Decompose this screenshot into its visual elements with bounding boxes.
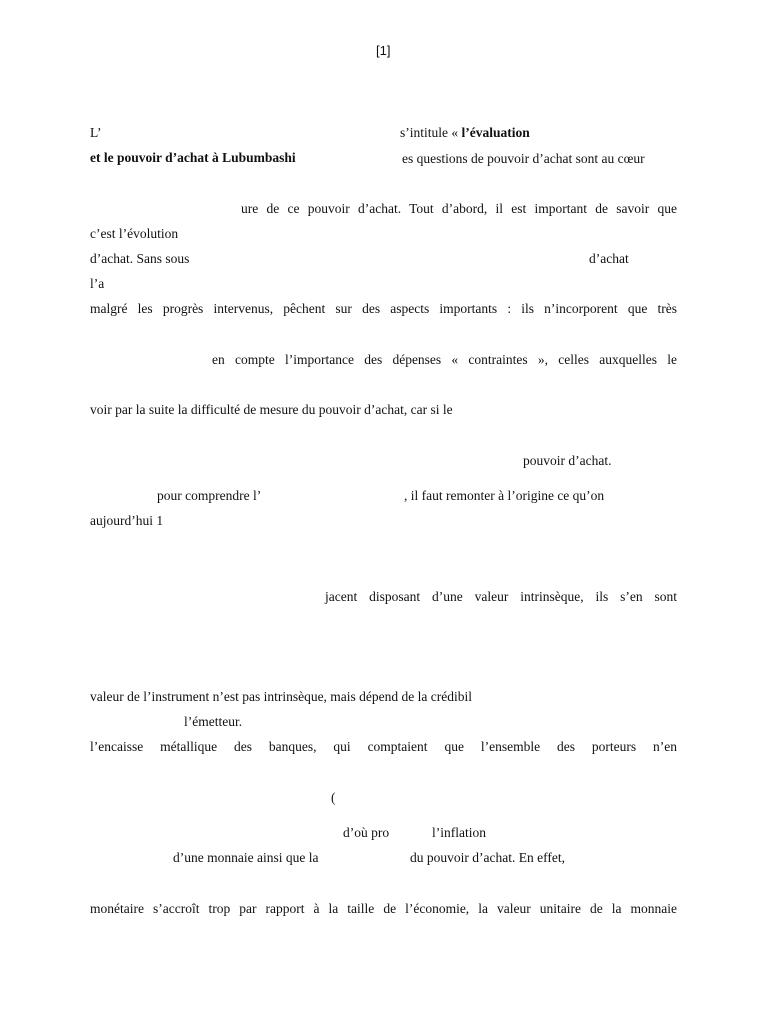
text-fragment: l’a xyxy=(90,276,105,291)
text-fragment xyxy=(400,125,530,141)
text-fragment: d’achat xyxy=(589,251,629,266)
text-line: jacent disposant d’une valeur intrinsèque, ils s’en sont xyxy=(325,589,677,604)
text-fragment: aujourd’hui 1 xyxy=(90,513,164,528)
text-fragment: c’est l’évolution xyxy=(90,226,179,241)
text-fragment: d’une monnaie ainsi que la xyxy=(173,850,319,865)
text-fragment: L’ xyxy=(90,125,102,140)
text-line: monétaire s’accroît trop par rapport à la taille de l’économie, la valeur unitaire de la monnaie xyxy=(90,901,677,916)
text-line: ure de ce pouvoir d’achat. Tout d’abord, il est important de savoir que xyxy=(241,201,677,216)
text-fragment: d’achat. Sans sous xyxy=(90,251,190,266)
bold-title-start: l’évaluation xyxy=(461,125,530,140)
text-fragment: es questions de pouvoir d’achat sont au cœur xyxy=(402,151,645,166)
text-line: en compte l’importance des dépenses « contraintes », celles auxquelles le xyxy=(212,352,677,367)
text-fragment: l’émetteur. xyxy=(184,714,243,729)
text-line: l’encaisse métallique des banques, qui comptaient que l’ensemble des porteurs n’en xyxy=(90,739,677,754)
text-fragment: d’où pro xyxy=(343,825,390,840)
text-fragment: pouvoir d’achat. xyxy=(523,453,612,468)
text-fragment: du pouvoir d’achat. En effet, xyxy=(410,850,565,865)
text-fragment: , il faut remonter à l’origine ce qu’on xyxy=(404,488,605,503)
text-fragment: l’inflation xyxy=(432,825,486,840)
text-fragment: s’intitule « xyxy=(400,125,462,140)
text-fragment: valeur de l’instrument n’est pas intrinsèque, mais dépend de la crédibil xyxy=(90,689,473,704)
page-number: [1] xyxy=(376,43,391,58)
text-fragment: pour comprendre l’ xyxy=(157,488,262,503)
text-fragment: ( xyxy=(331,790,336,805)
text-line: malgré les progrès intervenus, pêchent sur des aspects importants : ils n’incorporent que très xyxy=(90,301,677,316)
bold-title-end: et le pouvoir d’achat à Lubumbashi xyxy=(90,150,296,165)
text-fragment: voir par la suite la difficulté de mesure du pouvoir d’achat, car si le xyxy=(90,402,453,417)
